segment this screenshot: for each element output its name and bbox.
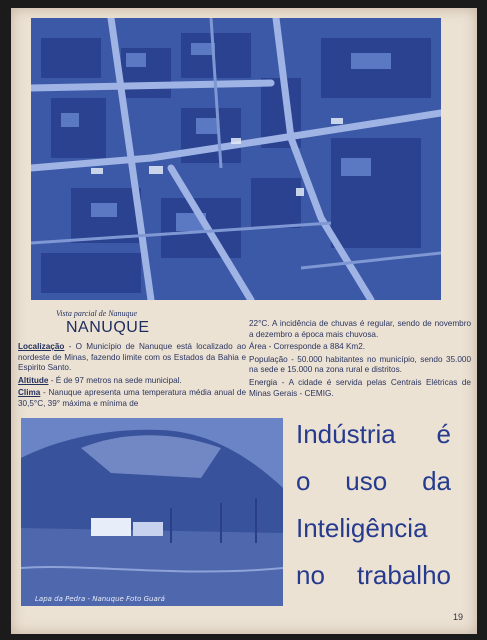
clima-text: - Nanuque apresenta uma temperatura média anual de 30,5°C, 39° máxima e mínima de [18,388,246,408]
clima-continued: 22°C. A incidência de chuvas é regular, sendo de novembro a dezembro a época mais chuvosa. [249,319,471,339]
energia-label: Energia [249,377,278,387]
populacao-label: População [249,354,288,364]
area-text: - Corresponde a 884 Km2. [266,342,366,352]
magazine-page [11,8,477,634]
page-number: 19 [452,612,463,622]
area-paragraph [249,342,471,353]
populacao-text: - 50.000 habitantes no município, sendo 35.000 na sede e 15.000 na zona rural e distritos. [249,354,471,375]
altitude-label: Altitude [18,375,49,385]
rock-mountain-photo [21,418,283,606]
energia-text: - A cidade é servida pelas Centrais Elétricas de Minas Gerais - CEMIG. [249,377,471,398]
altitude-text: - É de 97 metros na sede municipal. [48,375,182,385]
area-label: Área [249,342,267,352]
clima-paragraph [18,388,246,409]
headline-line-2: o uso da [296,466,451,496]
photo-caption: Vista parcial de Nanuque [56,309,138,318]
left-text-column [18,342,246,410]
localizacao-label: Localização [18,342,65,351]
headline [296,411,451,599]
altitude-paragraph [18,376,246,387]
clima-label: Clima [18,388,41,398]
populacao-paragraph [249,355,471,376]
localizacao-paragraph [18,342,246,374]
energia-paragraph [249,378,471,399]
headline-line-1: Indústria é [296,419,451,449]
headline-line-3: Inteligência [296,513,428,543]
right-text-column [249,319,471,399]
article-title: NANUQUE [66,319,150,336]
aerial-city-photo [31,18,441,300]
localizacao-text: - O Município de Nanuque está localizado ao nordeste de Minas, fazendo limite com os Estados da Bahia e Espirito Santo. [18,342,246,373]
photo-inscription: Lapa da Pedra - Nanuque Foto Guará [35,595,165,603]
headline-line-4: no trabalho [296,560,451,590]
